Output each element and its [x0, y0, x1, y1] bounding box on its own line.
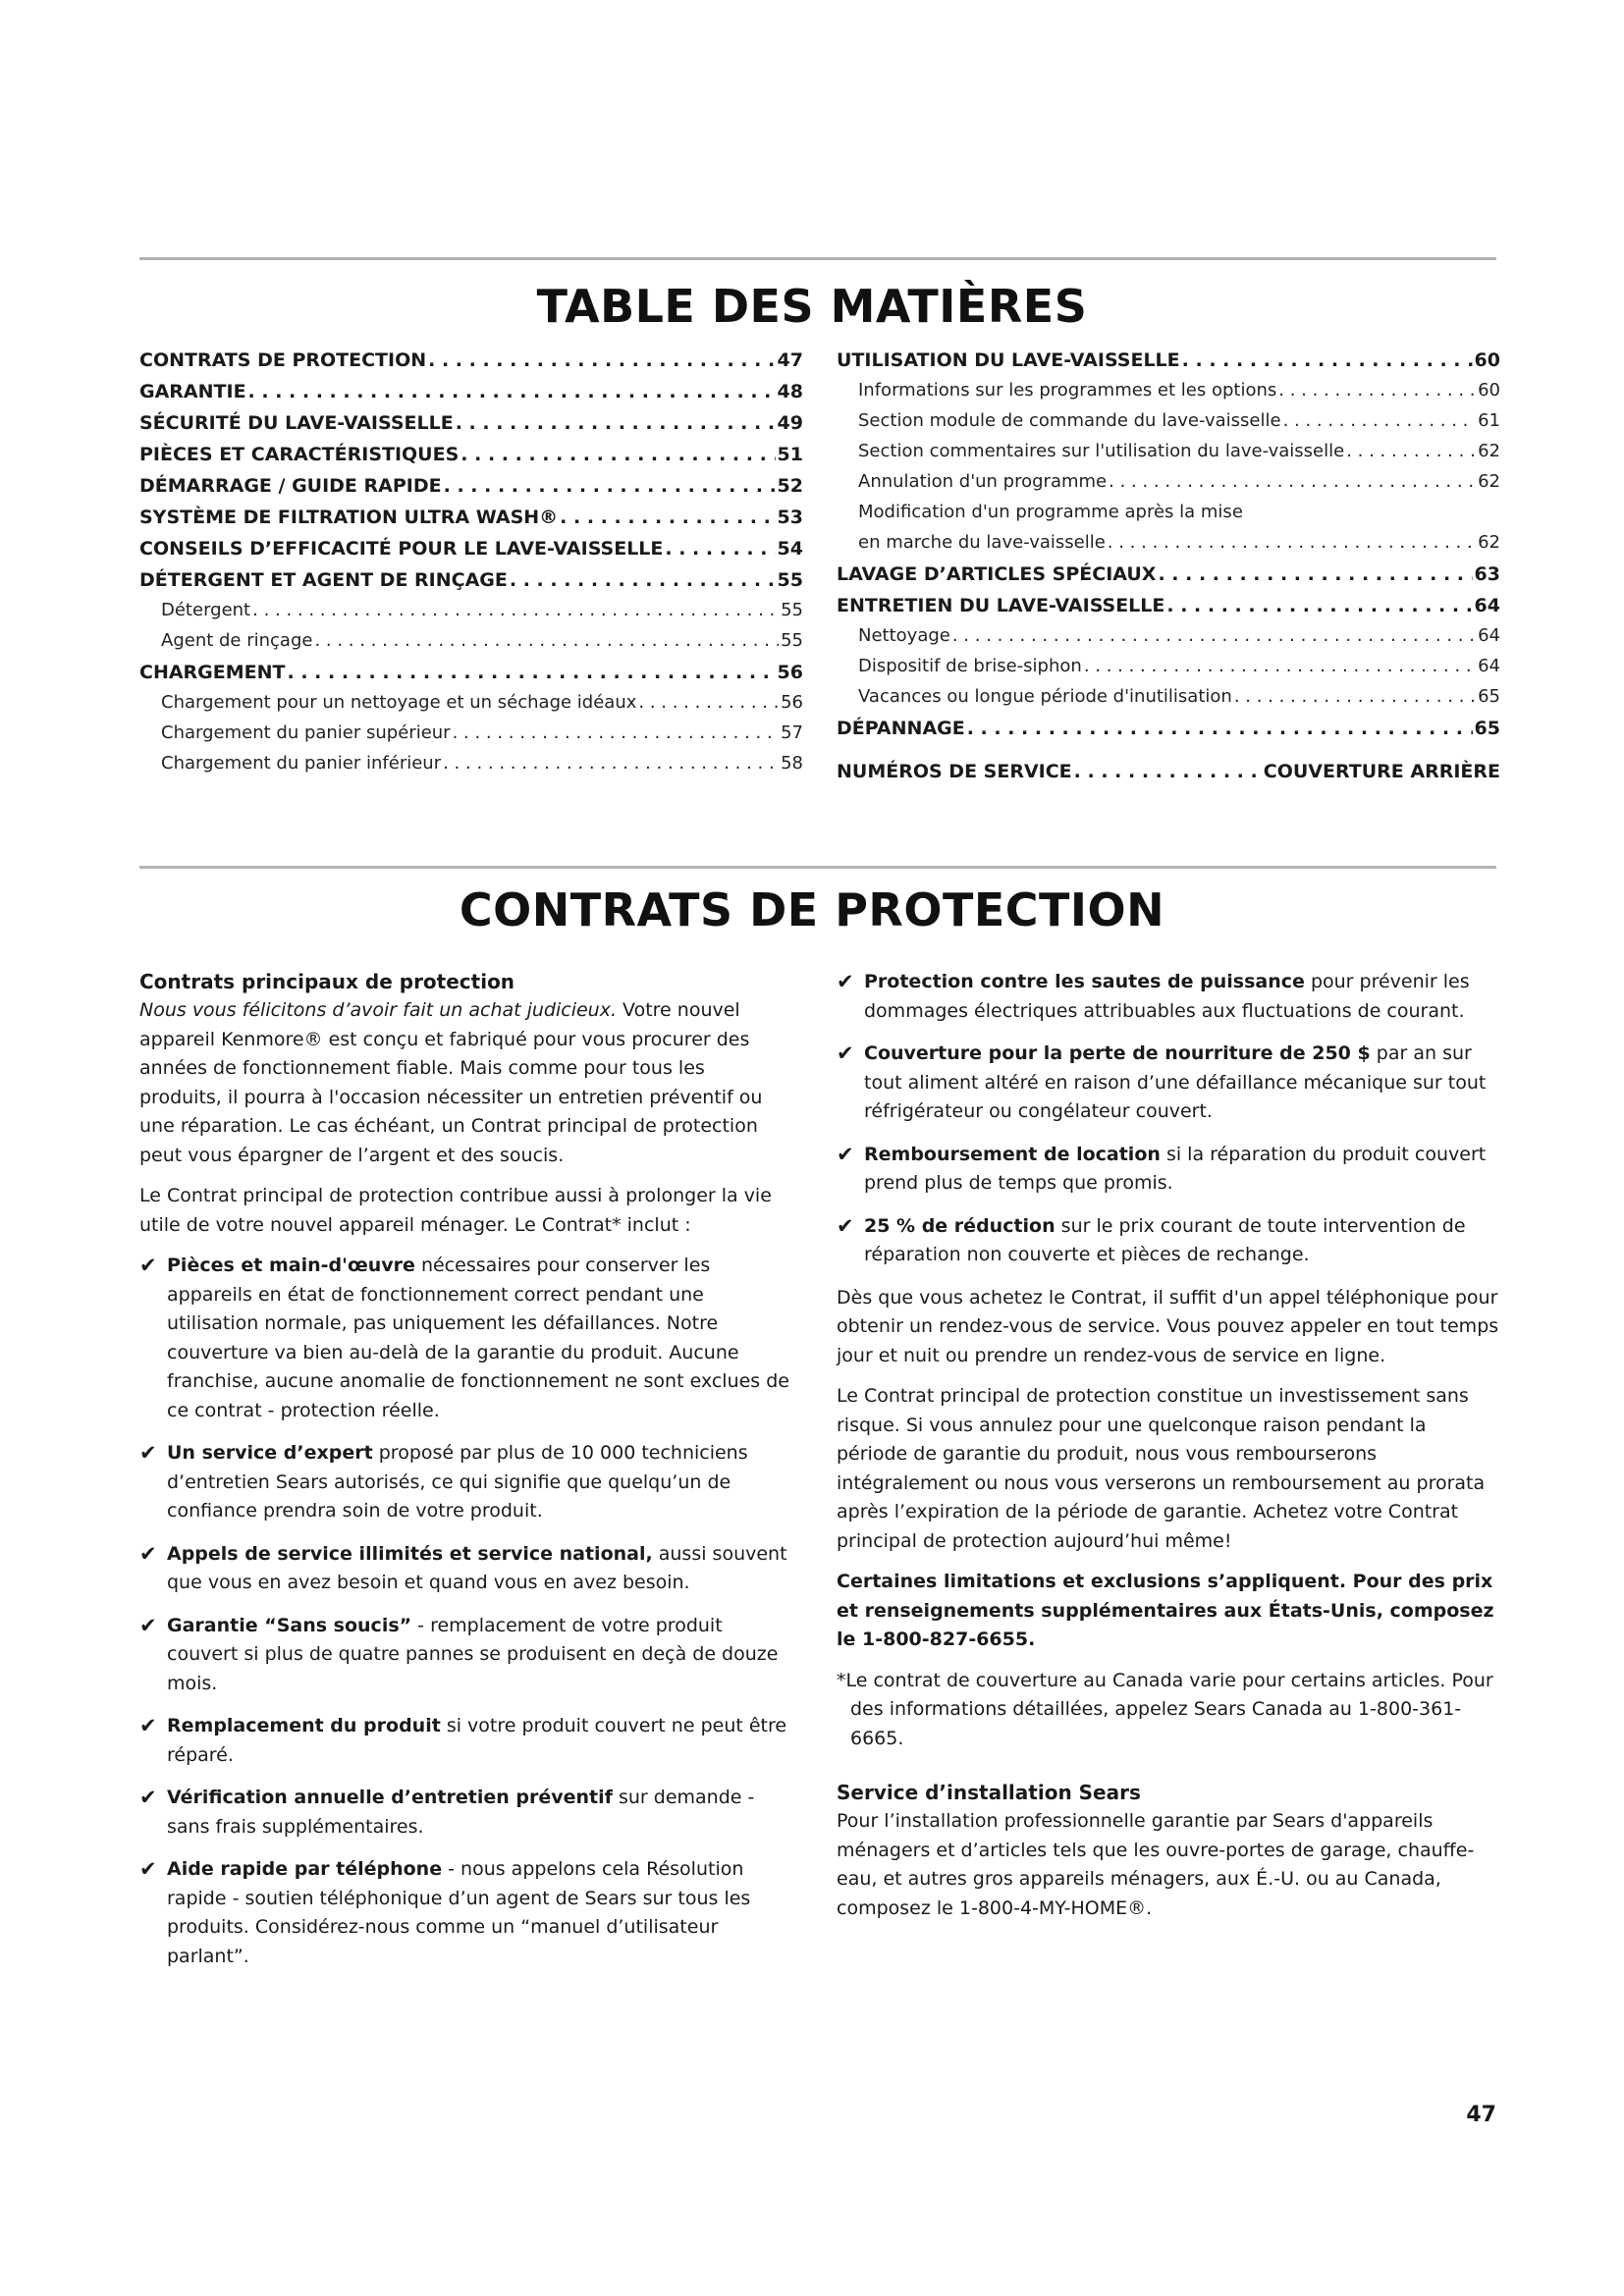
toc-entry-label: SYSTÈME DE FILTRATION ULTRA WASH® — [139, 507, 559, 528]
benefit-text: - nous appelons cela Résolution rapide - soutien téléphonique d’un agent de Sears sur tous les produits. Considérez-nous comme un “manuel d’utilisateur parlant”. — [167, 1858, 751, 1967]
toc-entry-page: 56 — [781, 692, 803, 713]
toc-entry — [139, 718, 803, 748]
toc-entry — [837, 466, 1500, 497]
benefit-item — [139, 1784, 791, 1842]
toc-entry-label: CHARGEMENT — [139, 662, 286, 683]
toc-left-column — [139, 344, 803, 778]
toc-entry — [139, 566, 803, 595]
toc-entry-label: Vacances ou longue période d'inutilisation — [858, 686, 1232, 707]
toc-entry-page: 63 — [1474, 563, 1500, 585]
check-icon: ✔ — [139, 1613, 157, 1637]
benefit-text: pour prévenir les dommages électriques attribuables aux fluctuations de courant. — [864, 971, 1470, 1022]
benefit-text: si la réparation du produit couvert prend plus de temps que promis. — [864, 1143, 1487, 1194]
toc-entry — [837, 758, 1500, 786]
top-rule — [139, 257, 1496, 260]
toc-entry-label: Chargement du panier inférieur — [161, 753, 442, 774]
toc-entry-label: PIÈCES ET CARACTÉRISTIQUES — [139, 444, 460, 465]
intro-paragraph — [139, 996, 791, 1170]
benefit-title: Pièces et main-d'œuvre — [167, 1255, 415, 1276]
benefit-text: proposé par plus de 10 000 techniciens d’entretien Sears autorisés, ce qui signifie que quelqu’un de confiance prendra soin de votre produit. — [167, 1442, 748, 1522]
toc-entry-page: COUVERTURE ARRIÈRE — [1263, 761, 1500, 782]
toc-leader-dots — [456, 409, 776, 438]
toc-leader-dots — [1074, 758, 1262, 786]
toc-entry — [837, 715, 1500, 743]
canada-note: *Le contrat de couverture au Canada varie pour certains articles. Pour des informations détaillées, appelez Sears Canada au 1-800-361-6665. — [837, 1669, 1493, 1749]
toc-entry-page: 55 — [781, 600, 803, 620]
benefit-item — [139, 1540, 791, 1598]
toc-leader-dots — [428, 347, 775, 375]
toc-entry — [837, 347, 1500, 375]
toc-entry-label: UTILISATION DU LAVE-VAISSELLE — [837, 349, 1180, 371]
benefit-item — [837, 968, 1500, 1026]
check-icon: ✔ — [139, 1714, 157, 1737]
toc-right-column — [837, 344, 1500, 786]
benefit-title: Appels de service illimités et service national, — [167, 1542, 653, 1565]
benefit-title: Aide rapide par téléphone — [167, 1858, 443, 1880]
toc-entry — [139, 748, 803, 778]
toc-entry-label: LAVAGE D’ARTICLES SPÉCIAUX — [837, 563, 1157, 585]
investment-paragraph: Le Contrat principal de protection constitue un investissement sans risque. Si vous annulez pour une quelconque raison pendant la période de garantie du produit, nous vous rembourserons intégralement ou nous vous verserons un remboursement au prorata après l’expiration de la période de garantie. Achetez votre Contrat principal de protection aujourd’hui même! — [837, 1385, 1486, 1552]
toc-entry — [837, 561, 1500, 589]
toc-leader-dots — [252, 595, 779, 625]
toc-leader-dots — [510, 566, 776, 595]
toc-entry — [139, 409, 803, 438]
toc-leader-dots — [952, 620, 1476, 651]
toc-entry-page: 64 — [1474, 595, 1500, 616]
toc-entry-label: CONSEILS D’EFFICACITÉ POUR LE LAVE-VAISSELLE — [139, 538, 664, 560]
toc-entry-label: NUMÉROS DE SERVICE — [837, 761, 1072, 782]
benefit-item — [139, 1855, 791, 1971]
toc-entry-label: Annulation d'un programme — [858, 471, 1108, 492]
toc-entry-label: DÉPANNAGE — [837, 718, 965, 739]
benefit-text: par an sur tout aliment altéré en raison d’une défaillance mécanique sur tout réfrigérateur ou congélateur couvert. — [864, 1042, 1487, 1122]
benefit-title: Garantie “Sans soucis” — [167, 1614, 412, 1636]
toc-entry — [837, 405, 1500, 436]
toc-entry-label: DÉTERGENT ET AGENT DE RINÇAGE — [139, 569, 508, 591]
toc-leader-dots — [1234, 681, 1476, 712]
toc-entry — [139, 504, 803, 532]
check-icon: ✔ — [837, 1041, 854, 1065]
benefit-title: Protection contre les sautes de puissance — [864, 971, 1305, 992]
toc-leader-dots — [1166, 592, 1472, 620]
toc-leader-dots — [443, 748, 779, 778]
toc-entry — [837, 620, 1500, 651]
toc-leader-dots — [1158, 561, 1472, 589]
toc-leader-dots — [1182, 347, 1473, 375]
toc-entry-page: 51 — [777, 444, 803, 465]
toc-leader-dots — [1346, 436, 1476, 466]
toc-entry — [837, 375, 1500, 405]
toc-leader-dots — [460, 441, 775, 469]
toc-entry — [139, 595, 803, 625]
check-icon: ✔ — [837, 1213, 854, 1238]
benefit-text: aussi souvent que vous en avez besoin et quand vous en avez besoin. — [167, 1542, 787, 1593]
toc-leader-dots — [638, 687, 779, 718]
toc-entry-label: en marche du lave-vaisselle — [858, 532, 1106, 553]
toc-entry — [837, 592, 1500, 620]
toc-entry — [139, 659, 803, 687]
check-icon: ✔ — [139, 1441, 157, 1465]
benefit-item — [139, 1439, 791, 1526]
benefit-text: sur demande - sans frais supplémentaires. — [167, 1787, 755, 1838]
toc-entry-page: 47 — [777, 349, 803, 371]
toc-entry-page: 55 — [781, 630, 803, 651]
toc-entry-page: 55 — [777, 569, 803, 591]
page-number: 47 — [1466, 2103, 1496, 2127]
toc-leader-dots — [1283, 405, 1477, 436]
toc-leader-dots — [444, 472, 776, 501]
right-column — [837, 968, 1500, 1935]
toc-entry-label: Informations sur les programmes et les options — [858, 380, 1277, 400]
toc-leader-dots — [1109, 466, 1476, 497]
toc-entry-label: Détergent — [161, 600, 251, 620]
benefit-text: nécessaires pour conserver les appareils en état de fonctionnement correct pendant une utilisation normale, pas uniquement les défaillances. Notre couverture va bien au-delà de la garantie du produit. Aucune franchise, aucune anomalie de fonctionnement ne sont exclues de ce contrat - protection réelle. — [167, 1255, 789, 1421]
toc-entry-page: 57 — [781, 722, 803, 743]
toc-entry — [139, 687, 803, 718]
toc-entry-label: ENTRETIEN DU LAVE-VAISSELLE — [837, 595, 1165, 616]
toc-entry-label: Agent de rinçage — [161, 630, 313, 651]
check-icon: ✔ — [139, 1857, 157, 1881]
check-icon: ✔ — [139, 1254, 157, 1277]
toc-entry-page: 60 — [1474, 349, 1500, 371]
toc-entry-label: DÉMARRAGE / GUIDE RAPIDE — [139, 475, 442, 497]
toc-entry-page: 53 — [777, 507, 803, 528]
benefit-title: Un service d’expert — [167, 1442, 373, 1464]
toc-entry-page: 65 — [1474, 718, 1500, 739]
toc-leader-dots — [665, 535, 775, 563]
benefit-item — [837, 1212, 1500, 1270]
toc-entry — [139, 378, 803, 406]
intro-italic: Nous vous félicitons d’avoir fait un achat judicieux. — [139, 999, 618, 1021]
toc-entry-page: 49 — [777, 412, 803, 434]
section-title: CONTRATS DE PROTECTION — [459, 883, 1165, 936]
toc-entry-page: 48 — [777, 381, 803, 402]
toc-entry-page: 52 — [777, 475, 803, 497]
toc-title: TABLE DES MATIÈRES — [536, 280, 1088, 333]
benefit-title: 25 % de réduction — [864, 1214, 1056, 1237]
toc-entry-label: Section commentaires sur l'utilisation du lave-vaisselle — [858, 441, 1345, 461]
toc-entry-page: 54 — [777, 538, 803, 560]
toc-entry-label: CONTRATS DE PROTECTION — [139, 349, 427, 371]
right-benefits-list — [837, 968, 1500, 1270]
toc-leader-dots — [248, 378, 776, 406]
toc-entry-label: Modification d'un programme après la mise — [858, 502, 1243, 522]
toc-entry — [139, 347, 803, 375]
toc-entry — [139, 441, 803, 469]
toc-leader-dots — [288, 659, 776, 687]
toc-entry — [837, 497, 1500, 527]
left-column — [139, 968, 791, 1985]
toc-entry-label: Section module de commande du lave-vaisselle — [858, 410, 1281, 431]
toc-entry-page: 64 — [1478, 625, 1500, 646]
toc-entry — [139, 535, 803, 563]
toc-entry — [139, 625, 803, 656]
benefit-item — [139, 1612, 791, 1699]
install-heading: Service d’installation Sears — [837, 1781, 1141, 1804]
toc-entry-page: 65 — [1478, 686, 1500, 707]
install-paragraph: Pour l’installation professionnelle garantie par Sears d'appareils ménagers et d’articles tels que les ouvre-portes de garage, chauffe-eau, et autres gros appareils ménagers, aux É.-U. ou au Canada, composez le 1-800-4-MY-HOME®. — [837, 1810, 1475, 1919]
toc-entry-page: 62 — [1478, 471, 1500, 492]
benefit-text: sur le prix courant de toute intervention de réparation non couverte et pièces de rechange. — [864, 1214, 1466, 1265]
toc-entry — [139, 472, 803, 501]
check-icon: ✔ — [837, 1142, 854, 1166]
toc-entry-label: Chargement pour un nettoyage et un séchage idéaux — [161, 692, 637, 713]
appointment-paragraph: Dès que vous achetez le Contrat, il suffit d'un appel téléphonique pour obtenir un rendez-vous de service. Vous pouvez appeler en tout temps jour et nuit ou prendre un rendez-vous de service en ligne. — [837, 1286, 1499, 1366]
contract-paragraph: Le Contrat principal de protection contribue aussi à prolonger la vie utile de votre nouvel appareil ménager. Le Contrat* inclut : — [139, 1185, 772, 1236]
benefit-item — [837, 1040, 1500, 1127]
toc-entry-label: Dispositif de brise-siphon — [858, 656, 1082, 676]
toc-leader-dots — [1278, 375, 1476, 405]
toc-leader-dots — [1108, 527, 1476, 558]
contracts-heading: Contrats principaux de protection — [139, 970, 515, 993]
check-icon: ✔ — [837, 970, 854, 993]
toc-leader-dots — [314, 625, 779, 656]
toc-entry-page: 62 — [1478, 441, 1500, 461]
middle-rule — [139, 866, 1496, 869]
benefit-title: Remboursement de location — [864, 1143, 1161, 1165]
benefit-item — [139, 1712, 791, 1770]
benefit-item — [837, 1141, 1500, 1199]
toc-leader-dots — [967, 715, 1473, 743]
left-benefits-list — [139, 1252, 791, 1971]
toc-leader-dots — [560, 504, 775, 532]
toc-entry-label: GARANTIE — [139, 381, 246, 402]
toc-entry-page: 62 — [1478, 532, 1500, 553]
benefit-text: - remplacement de votre produit couvert si plus de quatre pannes se produisent en deçà de douze mois. — [167, 1614, 779, 1694]
benefit-text: si votre produit couvert ne peut être réparé. — [167, 1715, 787, 1766]
toc-entry-page: 60 — [1478, 380, 1500, 400]
toc-entry-page: 58 — [781, 753, 803, 774]
toc-entry — [837, 651, 1500, 681]
benefit-title: Remplacement du produit — [167, 1715, 441, 1736]
limitations-paragraph: Certaines limitations et exclusions s’appliquent. Pour des prix et renseignements supplémentaires aux États-Unis, composez le 1-800-827-6655. — [837, 1571, 1494, 1650]
check-icon: ✔ — [139, 1786, 157, 1809]
toc-entry — [837, 527, 1500, 558]
benefit-item — [139, 1252, 791, 1425]
toc-entry — [837, 681, 1500, 712]
toc-leader-dots — [453, 718, 780, 748]
benefit-title: Couverture pour la perte de nourriture de 250 $ — [864, 1042, 1371, 1064]
check-icon: ✔ — [139, 1541, 157, 1566]
toc-entry-page: 64 — [1478, 656, 1500, 676]
toc-entry-page: 61 — [1478, 410, 1500, 431]
toc-entry-page: 56 — [777, 662, 803, 683]
intro-rest: Votre nouvel appareil Kenmore® est conçu et fabriqué pour vous procurer des années de fonctionnement fiable. Mais comme pour tous les produits, il pourra à l'occasion nécessiter un entretien préventif ou une réparation. Le cas échéant, un Contrat principal de protection peut vous épargner de l’argent et des soucis. — [139, 999, 763, 1166]
benefit-title: Vérification annuelle d’entretien préventif — [167, 1787, 613, 1808]
toc-entry-label: SÉCURITÉ DU LAVE-VAISSELLE — [139, 412, 454, 434]
toc-entry — [837, 436, 1500, 466]
toc-leader-dots — [1084, 651, 1476, 681]
toc-entry-label: Nettoyage — [858, 625, 950, 646]
toc-entry-label: Chargement du panier supérieur — [161, 722, 451, 743]
